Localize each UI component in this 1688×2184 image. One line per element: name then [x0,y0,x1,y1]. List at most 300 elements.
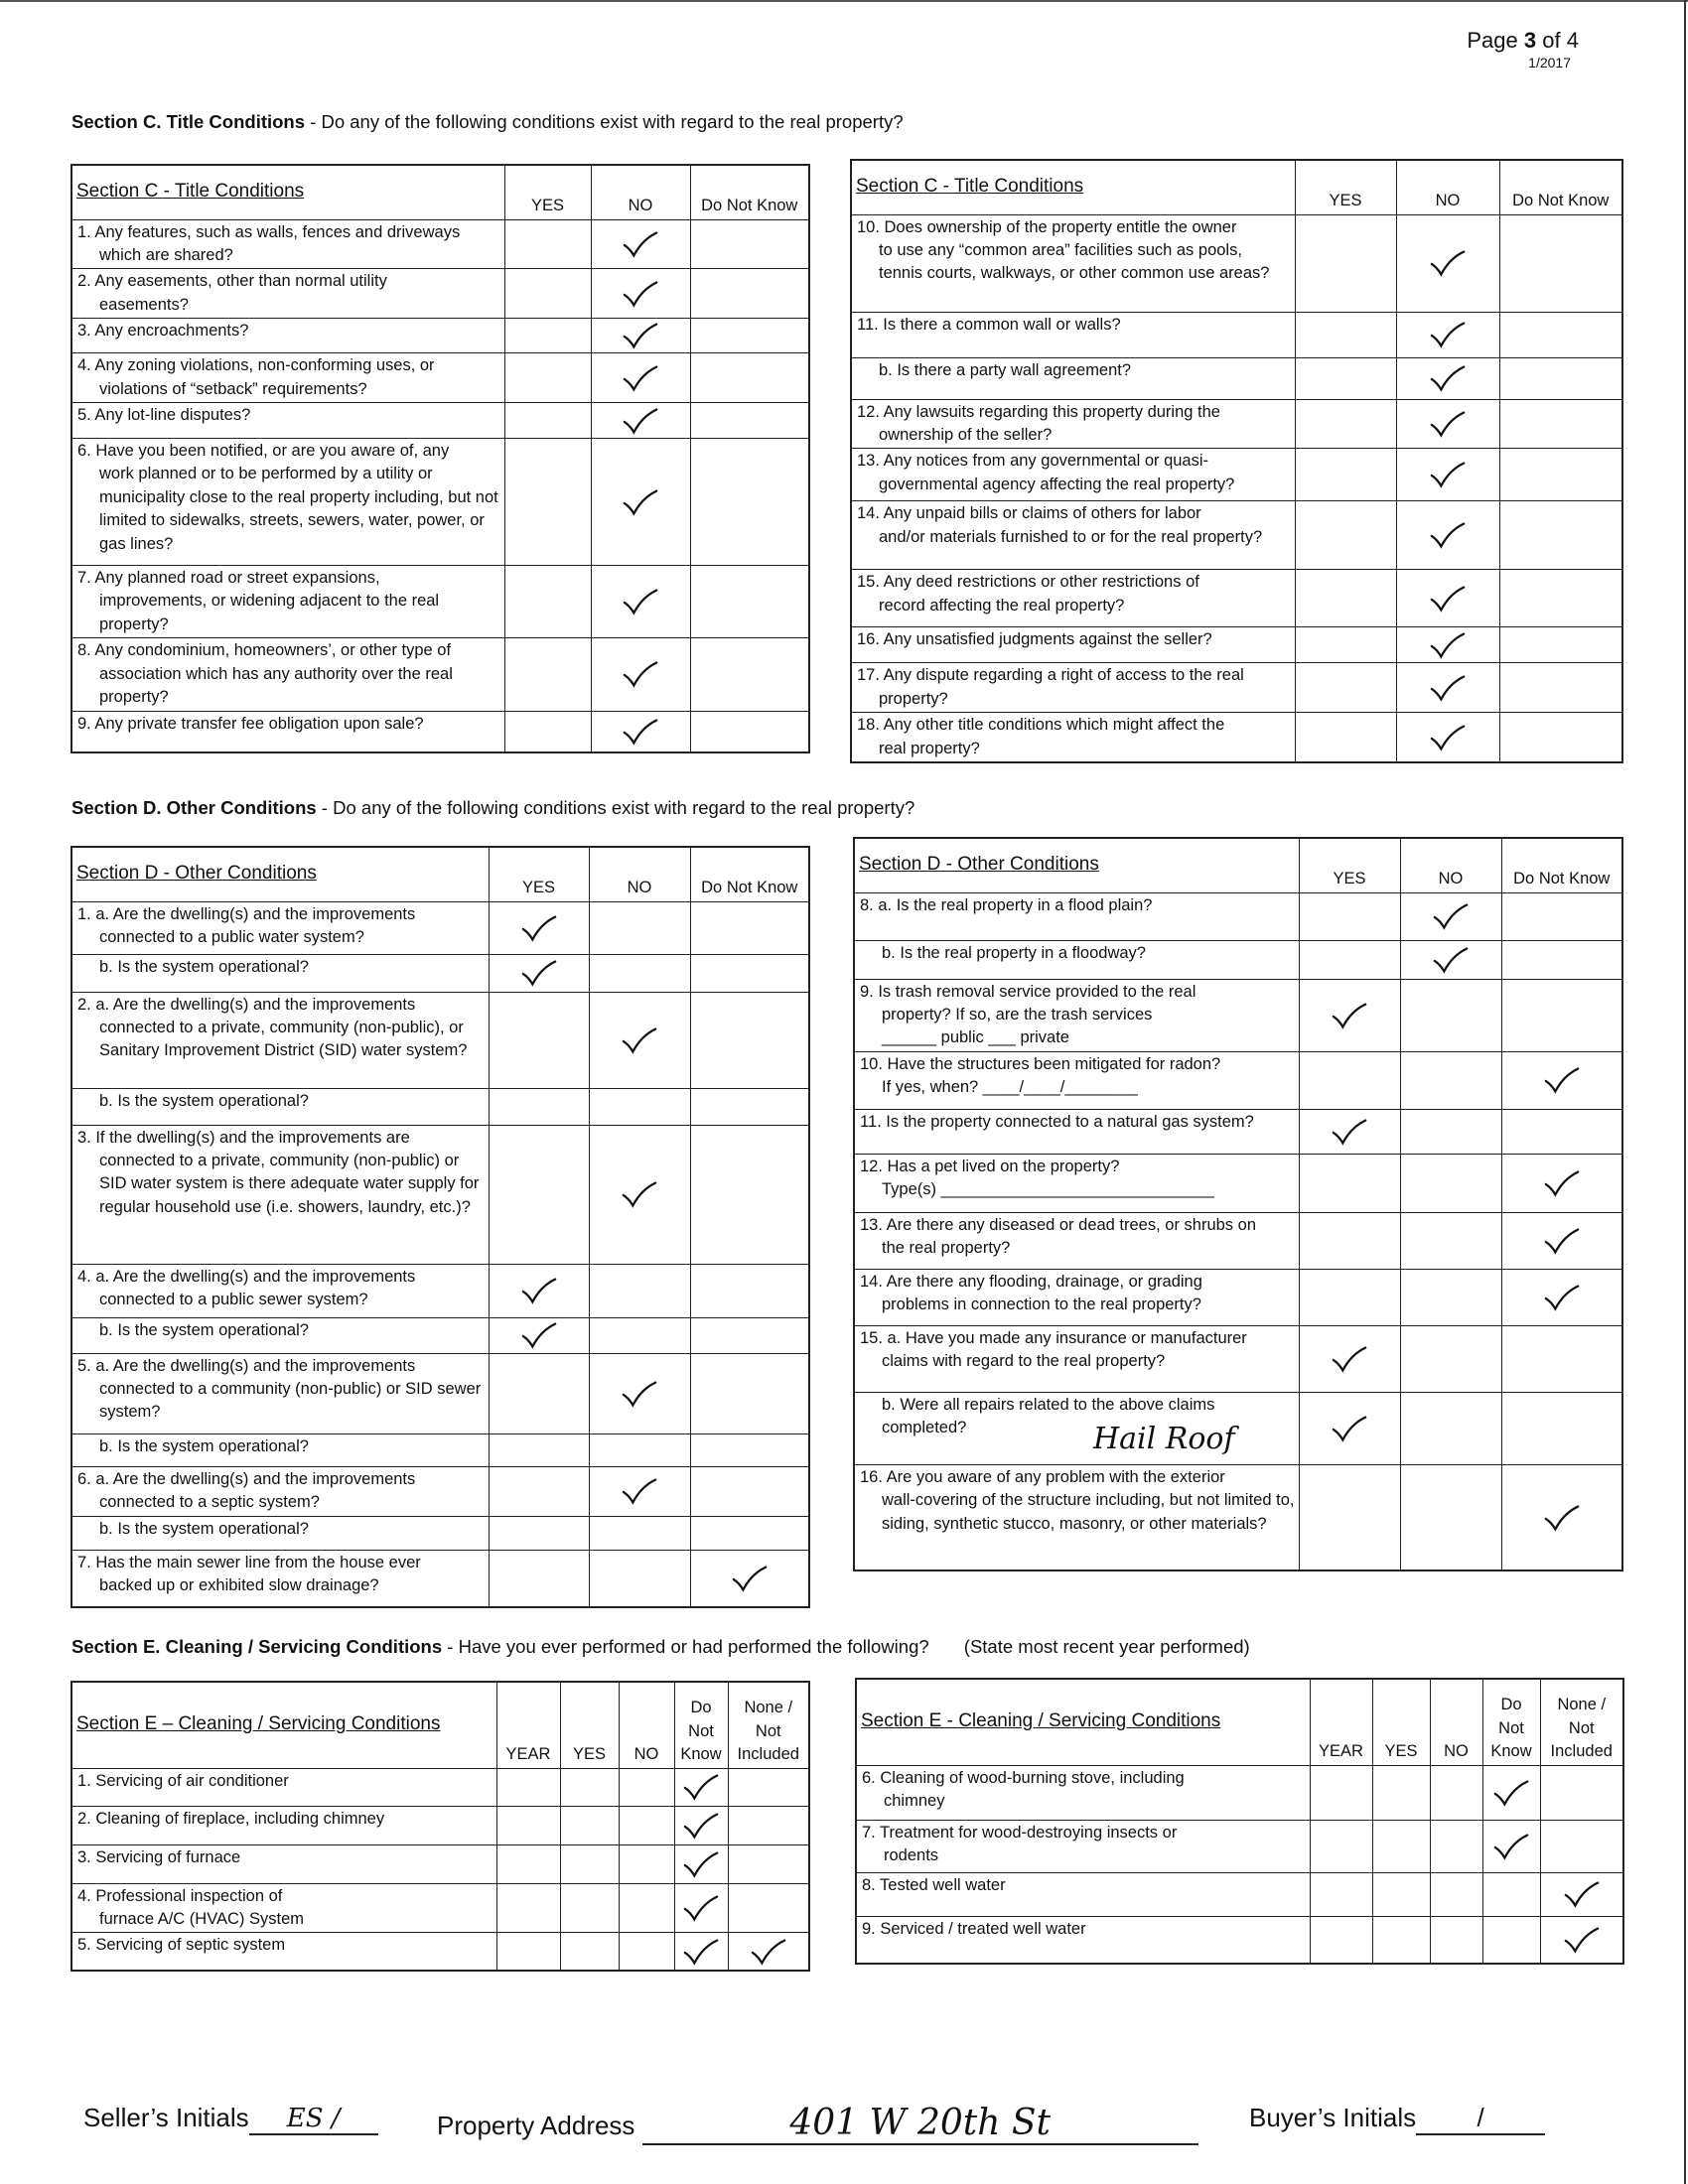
section-d-right-answer-cell-yes[interactable] [1299,1392,1400,1464]
question-text: 9. Is trash removal service provided to the real [860,982,1196,1001]
section-d-left-answer-cell-no[interactable] [589,1516,690,1550]
section-e-left-answer-cell-year[interactable] [496,1768,560,1806]
section-d-left-answer-cell-dnk[interactable] [690,1466,809,1516]
section-c-right-answer-cell-yes[interactable] [1295,713,1396,762]
section-e-left-answer-cell-yes[interactable] [560,1768,619,1806]
section-e-left-answer-cell-yes[interactable] [560,1933,619,1971]
section-e-left-answer-cell-none[interactable] [728,1933,809,1971]
section-d-left-answer-cell-dnk[interactable] [690,901,809,954]
section-d-left-row [71,1125,809,1264]
section-c-left-column-header: Do Not Know [690,165,809,219]
section-c-right-answer-cell-yes[interactable] [1295,663,1396,713]
question-continuation: wall-covering of the structure including, but not limited to, siding, synthetic stucco, masonry, or other materials? [882,1491,1295,1533]
section-d-left-answer-cell-yes[interactable] [489,1317,589,1353]
section-c-right-answer-cell-dnk[interactable] [1499,214,1622,312]
section-c-right-answer-cell-yes[interactable] [1295,357,1396,399]
section-c-left-answer-cell-yes[interactable] [504,319,591,353]
section-c-left-question [71,269,504,319]
section-e-left-answer-cell-dnk[interactable] [674,1933,728,1971]
property-address-value[interactable]: 401 W 20th St [642,2103,1198,2145]
section-c-right-question [851,449,1295,501]
section-d-right-answer-cell-yes[interactable] [1299,1464,1400,1570]
section-c-left-question [71,638,504,711]
section-d-right-column-header: Do Not Know [1501,838,1622,892]
section-c-right-row [851,357,1622,399]
section-e-left-answer-cell-no[interactable] [619,1883,674,1933]
section-e-right-answer-cell-none[interactable] [1540,1820,1623,1872]
section-e-right-answer-cell-yes[interactable] [1372,1916,1430,1964]
section-e-left-answer-cell-dnk[interactable] [674,1844,728,1883]
section-d-right-answer-cell-yes[interactable] [1299,1212,1400,1269]
section-d-left-answer-cell-yes[interactable] [489,901,589,954]
section-e-right-answer-cell-year[interactable] [1310,1820,1372,1872]
section-e-left-answer-cell-dnk[interactable] [674,1883,728,1933]
section-d-right-row [854,1051,1622,1109]
section-c-right-question [851,627,1295,663]
checkmark-icon [729,1933,809,1970]
section-d-right-answer-cell-no[interactable] [1400,1154,1501,1212]
section-d-right-answer-cell-no[interactable] [1400,1051,1501,1109]
section-c-right-answer-cell-no[interactable] [1396,663,1499,713]
question-text: 8. Tested well water [862,1875,1006,1894]
section-d-right-answer-cell-dnk[interactable] [1501,1051,1622,1109]
section-c-heading-title: Section C. Title Conditions [71,111,306,132]
question-continuation: to use any “common area” facilities such as pools, tennis courts, walkways, or other common use areas? [879,240,1270,283]
section-c-right-header-row [851,160,1622,214]
section-c-right-answer-cell-yes[interactable] [1295,570,1396,627]
section-d-right-answer-cell-no[interactable] [1400,1109,1501,1154]
section-d-left-answer-cell-dnk[interactable] [690,1433,809,1466]
question-text: 1. Servicing of air conditioner [77,1771,289,1790]
section-c-left-answer-cell-yes[interactable] [504,219,591,269]
checkmark-icon [592,439,690,565]
question-continuation: work planned or to be performed by a utility or municipality close to the real property including, but not limited to sidewalks, streets, sewers, water, power, or gas lines? [99,465,498,553]
section-e-right-answer-cell-none[interactable] [1540,1872,1623,1916]
section-c-right-answer-cell-dnk[interactable] [1499,357,1622,399]
section-d-right-answer-cell-no[interactable] [1400,1269,1501,1325]
section-c-left-answer-cell-yes[interactable] [504,269,591,319]
section-d-left-answer-cell-dnk[interactable] [690,1516,809,1550]
checkmark-icon [490,902,589,954]
section-c-right-question [851,357,1295,399]
section-d-right-answer-cell-yes[interactable] [1299,1325,1400,1392]
question-text: 11. Is the property connected to a natural gas system? [860,1112,1254,1131]
question-text: 17. Any dispute regarding a right of access to the real [857,666,1244,685]
section-e-right-column-header: None / Not Included [1540,1679,1623,1765]
section-e-right-answer-cell-no[interactable] [1430,1872,1482,1916]
section-e-left-answer-cell-no[interactable] [619,1933,674,1971]
question-text: 1. a. Are the dwelling(s) and the improvements [77,904,416,923]
section-e-left-answer-cell-no[interactable] [619,1768,674,1806]
question-continuation: property? [879,689,948,708]
section-c-left-answer-cell-dnk[interactable] [690,403,809,439]
section-c-left-answer-cell-dnk[interactable] [690,219,809,269]
section-e-left-question [71,1806,496,1844]
section-e-left-answer-cell-yes[interactable] [560,1883,619,1933]
section-c-right-answer-cell-dnk[interactable] [1499,570,1622,627]
section-c-left-column-header: NO [591,165,690,219]
section-e-left-answer-cell-dnk[interactable] [674,1768,728,1806]
section-c-left-row [71,353,809,403]
section-d-right-answer-cell-no[interactable] [1400,1325,1501,1392]
checkmark-icon [1397,627,1499,662]
section-d-left-answer-cell-no[interactable] [589,1466,690,1516]
section-d-left-answer-cell-dnk[interactable] [690,1264,809,1317]
checkmark-icon [675,1807,728,1844]
question-text: 1. Any features, such as walls, fences and driveways [77,222,461,241]
section-c-left-answer-cell-yes[interactable] [504,353,591,403]
section-d-left-answer-cell-no[interactable] [589,1088,690,1125]
section-e-left-question [71,1844,496,1883]
section-c-right-answer-cell-no[interactable] [1396,357,1499,399]
checkmark-icon [1502,1213,1622,1269]
section-d-right-answer-cell-no[interactable] [1400,1392,1501,1464]
question-text: 4. a. Are the dwelling(s) and the improvements [77,1267,416,1286]
section-e-right-answer-cell-none[interactable] [1540,1916,1623,1964]
section-d-left-answer-cell-no[interactable] [589,901,690,954]
checkmark-icon [592,353,690,402]
buyer-initials [1249,2103,1545,2135]
section-d-left-answer-cell-no[interactable] [589,1264,690,1317]
section-c-left-answer-cell-no[interactable] [591,439,690,566]
question-text: 16. Any unsatisfied judgments against the seller? [857,630,1212,649]
section-e-left-answer-cell-yes[interactable] [560,1806,619,1844]
section-e-left-column-header: YEAR [496,1682,560,1768]
question-continuation: violations of “setback” requirements? [99,379,367,398]
section-c-right-answer-cell-no[interactable] [1396,627,1499,663]
section-c-left-answer-cell-dnk[interactable] [690,353,809,403]
section-c-right-answer-cell-no[interactable] [1396,449,1499,501]
question-continuation: connected to a private, community (non-public), or Sanitary Improvement District (SID) water system? [99,1018,468,1060]
section-d-left-answer-cell-dnk[interactable] [690,954,809,992]
section-d-left-answer-cell-yes[interactable] [489,1433,589,1466]
question-text: 18. Any other title conditions which might affect the [857,716,1225,735]
section-e-right-answer-cell-year[interactable] [1310,1916,1372,1964]
checkmark-icon [1300,1393,1400,1464]
section-d-right-answer-cell-no[interactable] [1400,1212,1501,1269]
section-d-left-answer-cell-no[interactable] [589,1125,690,1264]
checkmark-icon [1502,1052,1622,1109]
section-d-right-question [854,979,1299,1051]
section-e-left-answer-cell-none[interactable] [728,1883,809,1933]
section-d-right-answer-cell-yes[interactable] [1299,1154,1400,1212]
section-d-left-answer-cell-yes[interactable] [489,954,589,992]
checkmark-icon [490,1265,589,1317]
section-e-heading [71,1636,1250,1658]
section-e-heading-title: Section E. Cleaning / Servicing Conditions [71,1636,443,1657]
section-d-left-question [71,1516,489,1550]
question-text: 2. a. Are the dwelling(s) and the improvements [77,995,416,1014]
question-text: 7. Treatment for wood-destroying insects or [862,1823,1178,1842]
section-d-left-row [71,1433,809,1466]
section-d-left-column-header: Do Not Know [690,847,809,901]
section-c-left-answer-cell-no[interactable] [591,219,690,269]
section-c-right-answer-cell-no[interactable] [1396,312,1499,357]
section-e-right-answer-cell-dnk[interactable] [1482,1916,1540,1964]
section-c-right-answer-cell-dnk[interactable] [1499,627,1622,663]
section-e-left-question [71,1933,496,1971]
section-d-right-row [854,979,1622,1051]
section-c-right-answer-cell-no[interactable] [1396,501,1499,570]
section-c-right-answer-cell-yes[interactable] [1295,312,1396,357]
section-e-left-answer-cell-year[interactable] [496,1806,560,1844]
section-d-right-row [854,1109,1622,1154]
checkmark-icon [1397,449,1499,500]
checkmark-icon [592,638,690,710]
section-d-left-answer-cell-no[interactable] [589,1433,690,1466]
section-c-left-table [70,164,810,753]
section-c-right-answer-cell-no[interactable] [1396,214,1499,312]
section-c-left-answer-cell-dnk[interactable] [690,439,809,566]
section-c-left-answer-cell-no[interactable] [591,353,690,403]
question-text: 2. Cleaning of fireplace, including chimney [77,1809,385,1828]
question-continuation: connected to a septic system? [99,1492,320,1511]
section-c-right-answer-cell-no[interactable] [1396,399,1499,449]
question-text: b. Is the system operational? [99,1436,309,1455]
question-continuation: property? If so, are the trash services [882,1005,1153,1024]
section-d-left-answer-cell-yes[interactable] [489,1516,589,1550]
section-c-left-answer-cell-no[interactable] [591,319,690,353]
section-d-left-answer-cell-no[interactable] [589,1550,690,1607]
section-c-right-answer-cell-dnk[interactable] [1499,663,1622,713]
handwritten-note: Hail Roof [1093,1421,1235,1456]
section-c-right-answer-cell-yes[interactable] [1295,214,1396,312]
section-c-right-answer-cell-no[interactable] [1396,713,1499,762]
section-d-right-table-title: Section D - Other Conditions [854,838,1299,892]
section-e-left-answer-cell-year[interactable] [496,1844,560,1883]
section-e-right-answer-cell-dnk[interactable] [1482,1820,1540,1872]
section-d-right-answer-cell-dnk[interactable] [1501,1392,1622,1464]
section-d-left-question [71,1353,489,1433]
section-c-right-answer-cell-dnk[interactable] [1499,312,1622,357]
checkmark-icon [1397,570,1499,626]
checkmark-icon [1397,215,1499,312]
section-c-left-answer-cell-yes[interactable] [504,403,591,439]
section-e-left-column-header: None / Not Included [728,1682,809,1768]
section-d-left-answer-cell-no[interactable] [589,992,690,1088]
question-text: 8. a. Is the real property in a flood plain? [860,895,1153,914]
section-d-right-answer-cell-dnk[interactable] [1501,1212,1622,1269]
section-d-left-answer-cell-yes[interactable] [489,1264,589,1317]
section-c-left-row [71,403,809,439]
section-c-left-answer-cell-no[interactable] [591,269,690,319]
section-d-left-answer-cell-no[interactable] [589,1353,690,1433]
question-text: 13. Any notices from any governmental or quasi- [857,452,1209,471]
section-e-left-answer-cell-year[interactable] [496,1933,560,1971]
section-d-left-answer-cell-dnk[interactable] [690,1550,809,1607]
section-d-right-answer-cell-yes[interactable] [1299,1051,1400,1109]
section-d-right-question [854,940,1299,979]
question-continuation: problems in connection to the real property? [882,1296,1201,1314]
section-d-left-answer-cell-dnk[interactable] [690,1317,809,1353]
question-text: 15. a. Have you made any insurance or manufacturer [860,1328,1247,1347]
section-c-left-answer-cell-dnk[interactable] [690,566,809,638]
section-e-left-answer-cell-no[interactable] [619,1844,674,1883]
section-d-left-question [71,1433,489,1466]
section-c-left-question [71,711,504,752]
section-d-left-answer-cell-yes[interactable] [489,992,589,1088]
section-d-right-answer-cell-no[interactable] [1400,892,1501,940]
question-continuation: connected to a public sewer system? [99,1290,368,1308]
section-c-right-answer-cell-yes[interactable] [1295,449,1396,501]
section-c-right-answer-cell-yes[interactable] [1295,627,1396,663]
section-c-left-answer-cell-yes[interactable] [504,439,591,566]
section-d-left-answer-cell-yes[interactable] [489,1550,589,1607]
question-text: 7. Any planned road or street expansions, [77,569,380,588]
section-e-right-answer-cell-year[interactable] [1310,1872,1372,1916]
section-d-left-answer-cell-yes[interactable] [489,1466,589,1516]
section-c-left-answer-cell-no[interactable] [591,711,690,752]
section-c-left-answer-cell-dnk[interactable] [690,319,809,353]
section-d-left-answer-cell-dnk[interactable] [690,1088,809,1125]
checkmark-icon [675,1884,728,1933]
section-d-right-answer-cell-dnk[interactable] [1501,892,1622,940]
section-e-left-answer-cell-none[interactable] [728,1768,809,1806]
section-c-right-column-header: NO [1396,160,1499,214]
checkmark-icon [1397,663,1499,712]
section-e-right-answer-cell-no[interactable] [1430,1765,1482,1820]
section-e-right-row [856,1872,1623,1916]
checkmark-icon [1397,400,1499,449]
section-d-right-answer-cell-no[interactable] [1400,979,1501,1051]
checkmark-icon [1502,1465,1622,1570]
section-e-left-answer-cell-yes[interactable] [560,1844,619,1883]
section-e-left-question [71,1768,496,1806]
property-address [437,2103,1198,2145]
section-d-left-answer-cell-dnk[interactable] [690,992,809,1088]
section-e-right-column-header: YES [1372,1679,1430,1765]
section-c-left-answer-cell-no[interactable] [591,566,690,638]
section-d-right-answer-cell-dnk[interactable] [1501,1325,1622,1392]
section-d-left-row [71,1550,809,1607]
section-d-heading-question: - Do any of the following conditions exist with regard to the real property? [316,797,915,818]
section-d-right-answer-cell-dnk[interactable] [1501,979,1622,1051]
section-d-right-answer-cell-dnk[interactable] [1501,1464,1622,1570]
section-c-right-answer-cell-dnk[interactable] [1499,501,1622,570]
section-c-right-row [851,713,1622,762]
section-e-left-answer-cell-none[interactable] [728,1844,809,1883]
question-text: b. Is the system operational? [99,1091,309,1110]
section-e-right-answer-cell-no[interactable] [1430,1916,1482,1964]
section-d-right-question [854,892,1299,940]
section-c-left-answer-cell-dnk[interactable] [690,638,809,711]
section-d-right-question [854,1325,1299,1392]
section-e-left-answer-cell-dnk[interactable] [674,1806,728,1844]
question-text: 3. Any encroachments? [77,322,249,341]
seller-initials-value[interactable]: ES / [249,2104,378,2135]
section-c-right-row [851,501,1622,570]
section-c-left-answer-cell-yes[interactable] [504,566,591,638]
checkmark-icon [590,993,690,1088]
section-e-left-header-row [71,1682,809,1768]
section-d-right-answer-cell-dnk[interactable] [1501,1109,1622,1154]
section-e-right-header-row [856,1679,1623,1765]
section-d-left-answer-cell-dnk[interactable] [690,1125,809,1264]
section-e-right-answer-cell-yes[interactable] [1372,1872,1430,1916]
section-e-right-answer-cell-no[interactable] [1430,1820,1482,1872]
section-d-right-answer-cell-yes[interactable] [1299,979,1400,1051]
section-c-right-column-header: YES [1295,160,1396,214]
question-continuation: furnace A/C (HVAC) System [99,1909,305,1928]
section-d-left-answer-cell-yes[interactable] [489,1088,589,1125]
question-continuation: chimney [884,1791,945,1810]
section-c-left-answer-cell-yes[interactable] [504,711,591,752]
section-c-right-question [851,663,1295,713]
section-c-left-answer-cell-dnk[interactable] [690,711,809,752]
buyer-initials-value[interactable]: / [1416,2103,1545,2135]
section-e-right-answer-cell-year[interactable] [1310,1765,1372,1820]
section-e-heading-question: - Have you ever performed or had performed the following? [442,1636,929,1657]
section-c-left-answer-cell-dnk[interactable] [690,269,809,319]
section-d-right-answer-cell-dnk[interactable] [1501,1154,1622,1212]
section-c-right-answer-cell-dnk[interactable] [1499,713,1622,762]
section-e-left-row [71,1844,809,1883]
section-d-right-answer-cell-yes[interactable] [1299,892,1400,940]
section-d-left-answer-cell-yes[interactable] [489,1353,589,1433]
section-c-left-answer-cell-no[interactable] [591,403,690,439]
section-c-right-answer-cell-dnk[interactable] [1499,449,1622,501]
section-c-left-answer-cell-yes[interactable] [504,638,591,711]
section-e-right-answer-cell-dnk[interactable] [1482,1765,1540,1820]
section-d-left-answer-cell-yes[interactable] [489,1125,589,1264]
section-d-left-row [71,1317,809,1353]
page-current: 3 [1523,28,1537,53]
question-text: 14. Any unpaid bills or claims of others for labor [857,504,1201,523]
question-text: 9. Any private transfer fee obligation upon sale? [77,714,424,733]
section-e-left-answer-cell-year[interactable] [496,1883,560,1933]
section-c-left-question [71,219,504,269]
checkmark-icon [590,1126,690,1264]
question-continuation: backed up or exhibited slow drainage? [99,1575,379,1594]
section-e-right-answer-cell-yes[interactable] [1372,1765,1430,1820]
section-d-right-answer-cell-dnk[interactable] [1501,1269,1622,1325]
question-continuation: easements? [99,295,189,314]
section-c-left-answer-cell-no[interactable] [591,638,690,711]
section-c-heading-question: - Do any of the following conditions exist with regard to the real property? [305,111,904,132]
section-d-right-answer-cell-yes[interactable] [1299,940,1400,979]
section-d-left-row [71,1516,809,1550]
section-c-right-answer-cell-dnk[interactable] [1499,399,1622,449]
question-text: b. Is the system operational? [99,1519,309,1538]
section-d-left-answer-cell-dnk[interactable] [690,1353,809,1433]
section-e-left-answer-cell-no[interactable] [619,1806,674,1844]
section-c-right-answer-cell-yes[interactable] [1295,501,1396,570]
section-d-right-answer-cell-no[interactable] [1400,1464,1501,1570]
section-d-right-question [854,1109,1299,1154]
checkmark-icon [490,955,589,992]
section-d-right-answer-cell-yes[interactable] [1299,1269,1400,1325]
section-e-right-answer-cell-dnk[interactable] [1482,1872,1540,1916]
section-d-right-row [854,1325,1622,1392]
checkmark-icon [1300,980,1400,1051]
section-e-right-question [856,1916,1310,1964]
section-c-right-answer-cell-yes[interactable] [1295,399,1396,449]
question-text: 5. Servicing of septic system [77,1936,286,1955]
section-d-right-answer-cell-dnk[interactable] [1501,940,1622,979]
question-text: 12. Any lawsuits regarding this property during the [857,402,1220,421]
section-d-right-answer-cell-no[interactable] [1400,940,1501,979]
question-continuation: connected to a community (non-public) or SID sewer system? [99,1379,482,1422]
section-e-right-answer-cell-none[interactable] [1540,1765,1623,1820]
question-blank-line: ______ public ___ private [882,1028,1069,1047]
section-e-left-answer-cell-none[interactable] [728,1806,809,1844]
section-d-left-answer-cell-no[interactable] [589,954,690,992]
section-e-right-answer-cell-yes[interactable] [1372,1820,1430,1872]
section-c-right-answer-cell-no[interactable] [1396,570,1499,627]
section-e-left-row [71,1933,809,1971]
section-d-left-answer-cell-no[interactable] [589,1317,690,1353]
section-d-right-answer-cell-yes[interactable] [1299,1109,1400,1154]
